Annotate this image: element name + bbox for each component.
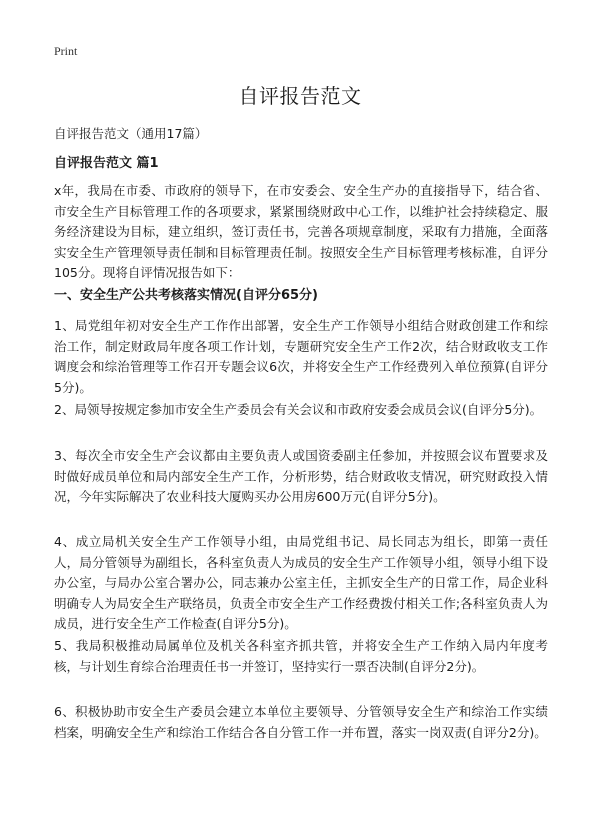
list-item: 6、积极协助市安全生产委员会建立本单位主要领导、分管领导安全生产和综治工作实绩档案，明确安全生产和综治工作结合各自分管工作一并布置，落实一岗双责(自评分2分)。 bbox=[54, 704, 548, 740]
list-item: 2、局领导按规定参加市安全生产委员会有关会议和市政府安委会成员会议(自评分5分)。 bbox=[54, 402, 543, 417]
list-item: 3、每次全市安全生产会议都由主要负责人或国资委副主任参加，并按照会议布置要求及时做好成员单位和局内部安全生产工作，分析形势，结合财政收支情况，研究财政投入情况，今年实际解决了农业科技大厦购买办公用房600万元(自评分5分)。 bbox=[54, 448, 548, 504]
list-item: 1、局党组年初对安全生产工作作出部署，安全生产工作领导小组结合财政创建工作和综治工作，制定财政局年度各项工作计划，专题研究安全生产工作2次，结合财政收支工作调度会和综治管理等工作召开专题会议6次，并将安全生产工作经费列入单位预算(自评分5分)。 bbox=[54, 318, 548, 395]
list-item: 4、成立局机关安全生产工作领导小组，由局党组书记、局长同志为组长，即第一责任人，局分管领导为副组长，各科室负责人为成员的安全生产工作领导小组，领导小组下设办公室，与局办公室合署办公，同志兼办公室主任，主抓安全生产的日常工作，局企业科明确专人为局安全生产联络员，负责全市安全生产工作经费拨付相关工作;各科室负责人为成员，进行安全生产工作检查(自评分5分)。 bbox=[54, 534, 548, 631]
list-item: 5、我局积极推动局属单位及机关各科室齐抓共管，并将安全生产工作纳入局内年度考核，与计划生育综合治理责任书一并签订，坚持实行一票否决制(自评分2分)。 bbox=[54, 638, 548, 674]
document-subtitle: 自评报告范文（通用17篇） bbox=[54, 126, 208, 141]
print-link[interactable]: Print bbox=[54, 44, 78, 58]
article-heading: 自评报告范文 篇1 bbox=[54, 156, 159, 171]
section-heading: 一、安全生产公共考核落实情况(自评分65分) bbox=[54, 288, 318, 303]
intro-paragraph: x年，我局在市委、市政府的领导下，在市安委会、安全生产办的直接指导下，结合省、市安全生产目标管理工作的各项要求，紧紧围绕财政中心工作，以维护社会持续稳定、服务经济建设为目标，建立组织，签订责任书，完善各项规章制度，采取有力措施，全面落实安全生产管理领导责任制和目标管理责任制。按照安全生产目标管理考核标准，自评分105分。现将自评情况报告如下： bbox=[54, 183, 548, 280]
document-title: 自评报告范文 bbox=[238, 84, 362, 108]
